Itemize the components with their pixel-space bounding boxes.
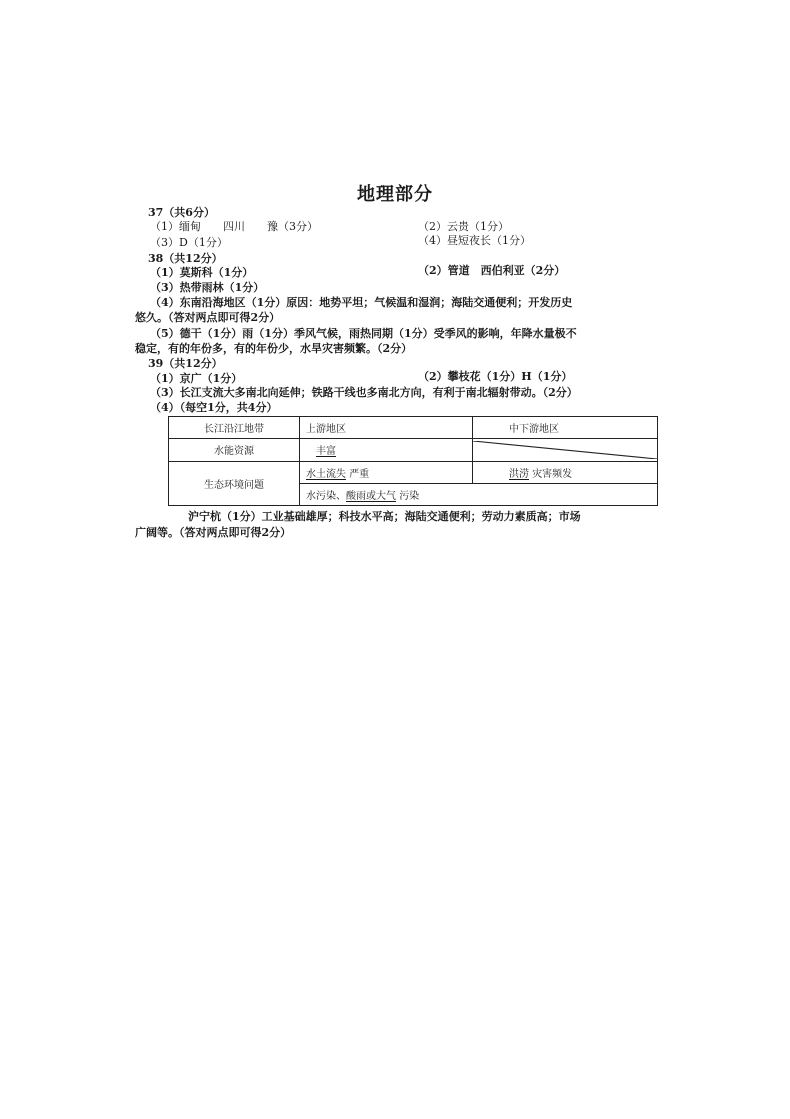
- q37-answer-1: （1）缅甸 四川 豫（3分）: [150, 220, 318, 233]
- diagonal-slash: [473, 441, 657, 459]
- q37-answer-2: （2）云贵（1分）: [418, 220, 509, 233]
- page-title: 地理部分: [357, 184, 433, 205]
- table-header-upper: 上游地区: [300, 417, 473, 439]
- q37-header: 37（共6分）: [148, 206, 215, 219]
- q37-answer-3: （3）D（1分）: [150, 236, 228, 249]
- q39-header: 39（共12分）: [148, 357, 223, 370]
- table-row: [169, 439, 658, 461]
- table-row2-upper: [300, 461, 473, 483]
- table-header-lower-text: 中下游地区: [509, 424, 559, 436]
- q38-answer-5-line2: 稳定，有的年份多，有的年份少，水旱灾害频繁。（2分）: [135, 342, 413, 355]
- q38-answer-2: （2）管道 西伯利亚（2分）: [418, 264, 566, 277]
- table-row: [169, 461, 658, 483]
- soil-erosion-answer: 水土流失: [306, 468, 346, 480]
- q38-answer-4-line1: （4）东南沿海地区（1分）原因：地势平坦；气候温和湿润；海陆交通便利；开发历史: [150, 296, 573, 309]
- table-row1-lower: [473, 439, 658, 461]
- q39-answer-4: （4）（每空1分，共4分）: [150, 401, 278, 414]
- q38-header: 38（共12分）: [148, 252, 223, 265]
- acid-rain-answer: 酸雨或大气: [346, 490, 396, 502]
- table-header-lower: [473, 417, 658, 439]
- q38-answer-3: （3）热带雨林（1分）: [150, 281, 265, 294]
- table-row2-lower: [473, 461, 658, 483]
- table-row2-label: 生态环境问题: [169, 461, 300, 506]
- table-row1-label: 水能资源: [169, 439, 300, 461]
- table-row: [169, 417, 658, 439]
- table-row1-upper: [300, 439, 473, 461]
- soil-erosion-suffix: 严重: [349, 468, 370, 480]
- table-row3-pollution: [300, 483, 658, 505]
- q37-answer-4: （4）昼短夜长（1分）: [418, 234, 531, 247]
- pollution-suffix: 污染: [399, 490, 420, 502]
- hydropower-answer: 丰富: [316, 446, 336, 458]
- yangtze-table: [168, 416, 658, 506]
- q38-answer-1: （1）莫斯科（1分）: [150, 266, 254, 279]
- flood-answer: 洪涝: [509, 468, 529, 480]
- q39-answer-3: （3）长江支流大多南北向延伸；铁路干线也多南北方向，有利于南北辐射带动。（2分）: [150, 386, 578, 399]
- q39-answer-5-line1: 沪宁杭（1分）工业基础雄厚；科技水平高；海陆交通便利；劳动力素质高；市场: [188, 510, 581, 523]
- q39-answer-5-line2: 广阔等。（答对两点即可得2分）: [135, 526, 292, 539]
- q38-answer-5-line1: （5）德干（1分）雨（1分）季风气候，雨热同期（1分）受季风的影响，年降水量极不: [150, 327, 577, 340]
- q38-answer-4-line2: 悠久。（答对两点即可得2分）: [135, 311, 281, 324]
- q39-answer-2: （2）攀枝花（1分）H（1分）: [418, 370, 573, 383]
- pollution-prefix: 水污染、: [306, 490, 346, 502]
- flood-suffix: 灾害频发: [532, 468, 573, 480]
- q39-answer-1: （1）京广（1分）: [150, 372, 243, 385]
- table-header-label: 长江沿江地带: [169, 417, 300, 439]
